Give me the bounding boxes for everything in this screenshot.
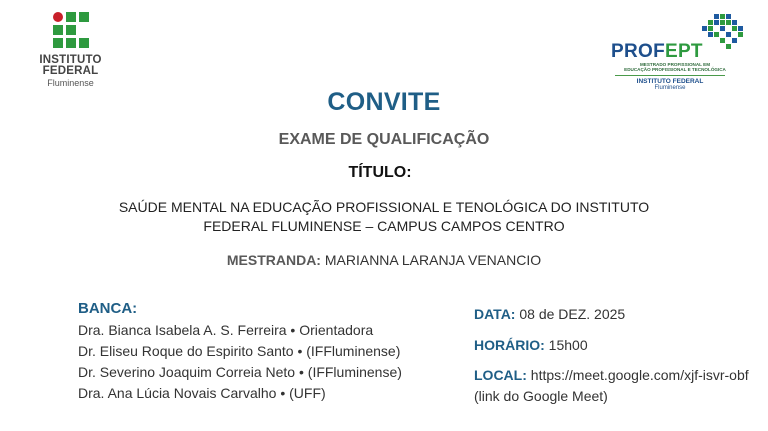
- mestranda-label: MESTRANDA:: [226, 252, 321, 268]
- date-value: 08 de DEZ. 2025: [515, 306, 626, 322]
- banca-label: BANCA:: [78, 300, 138, 317]
- banca-member: Dra. Ana Lúcia Novais Carvalho • (UFF): [78, 385, 326, 401]
- location-note: (link do Google Meet): [474, 388, 608, 404]
- location-info: [474, 367, 749, 383]
- thesis-title: [0, 198, 768, 236]
- if-fluminense-logo: [33, 12, 113, 92]
- mestranda-name: MARIANNA LARANJA VENANCIO: [320, 252, 542, 268]
- if-logo-campus: Fluminense: [47, 78, 94, 88]
- thesis-title-line: SAÚDE MENTAL NA EDUCAÇÃO PROFISSIONAL E TENOLÓGICA DO INSTITUTO: [118, 199, 650, 215]
- thesis-title-line: FEDERAL FLUMINENSE – CAMPUS CAMPOS CENTRO: [203, 218, 565, 234]
- profept-divider: [615, 75, 725, 76]
- profept-institute: INSTITUTO FEDERAL: [636, 78, 704, 85]
- titulo-label: TÍTULO:: [348, 164, 412, 181]
- if-logo-grid-icon: [53, 12, 89, 52]
- profept-wordmark: PROFEPT: [611, 41, 703, 62]
- banca-member: Dra. Bianca Isabela A. S. Ferreira • Orientadora: [78, 322, 374, 338]
- banca-member: Dr. Eliseu Roque do Espirito Santo • (IFFluminense): [78, 343, 401, 359]
- time-label: HORÁRIO:: [474, 337, 545, 353]
- profept-subtitle: MESTRADO PROFISSIONAL EM EDUCAÇÃO PROFISSIONAL E TECNOLÓGICA: [624, 62, 726, 72]
- date-label: DATA:: [474, 306, 516, 322]
- profept-campus: Fluminense: [654, 85, 686, 91]
- banca-member: Dr. Severino Joaquim Correia Neto • (IFFluminense): [78, 364, 402, 380]
- date-info: [474, 306, 625, 322]
- meet-link[interactable]: https://meet.google.com/xjf-isvr-obf: [526, 367, 749, 383]
- if-logo-text: INSTITUTO FEDERAL: [39, 54, 102, 77]
- location-label: LOCAL:: [474, 367, 527, 383]
- exam-subtitle: EXAME DE QUALIFICAÇÃO: [278, 131, 490, 148]
- mestranda: [0, 252, 768, 268]
- page-title: CONVITE: [327, 88, 441, 116]
- time-info: [474, 337, 588, 353]
- time-value: 15h00: [544, 337, 588, 353]
